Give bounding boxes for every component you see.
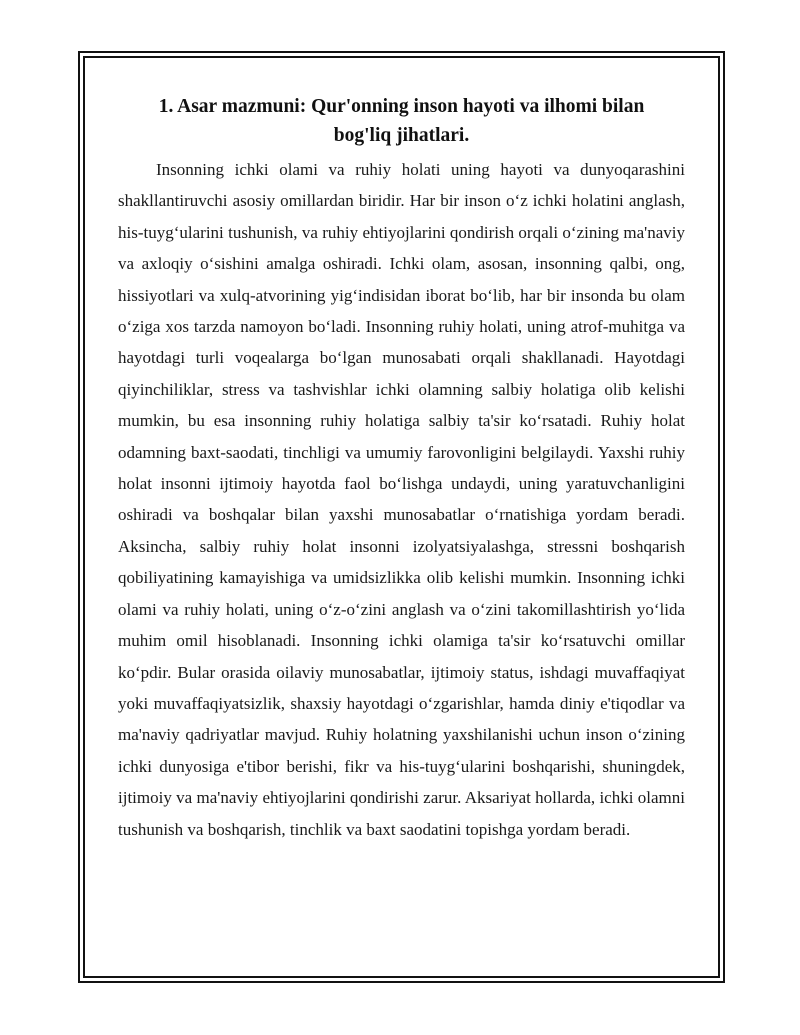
document-body (118, 92, 685, 845)
body-paragraph: Insonning ichki olami va ruhiy holati uning hayoti va dunyoqarashini shakllantiruvchi asosiy omillardan biridir. Har bir inson o‘z ichki holatini anglash, his-tuyg‘ularini tushunish, va ruhiy ehtiyojlarini qondirish orqali o‘zining ma'naviy va axloqiy o‘sishini amalga oshiradi. Ichki olam, asosan, insonning qalbi, ong, hissiyotlari va xulq-atvorining yig‘indisidan iborat bo‘lib, har bir insonda bu olam o‘ziga xos tarzda namoyon bo‘ladi. Insonning ruhiy holati, uning atrof-muhitga va hayotdagi turli voqealarga bo‘lgan munosabati orqali shakllanadi. Hayotdagi qiyinchiliklar, stress va tashvishlar ichki olamning salbiy holatiga olib kelishi mumkin, bu esa insonning ruhiy holatiga salbiy ta'sir ko‘rsatadi. Ruhiy holat odamning baxt-saodati, tinchligi va umumiy farovonligini belgilaydi. Yaxshi ruhiy holat insonni ijtimoiy hayotda faol bo‘lishga undaydi, uning yaratuvchanligini oshiradi va boshqalar bilan yaxshi munosabatlar o‘rnatishiga yordam beradi. Aksincha, salbiy ruhiy holat insonni izolyatsiyalashga, stressni boshqarish qobiliyatining kamayishiga va umidsizlikka olib kelishi mumkin. Insonning ichki olami va ruhiy holati, uning o‘z-o‘zini anglash va o‘zini takomillashtirish yo‘lida muhim omil hisoblanadi. Insonning ichki olamiga ta'sir ko‘rsatuvchi omillar ko‘pdir. Bular orasida oilaviy munosabatlar, ijtimoiy status, ishdagi muvaffaqiyat yoki muvaffaqiyatsizlik, shaxsiy hayotdagi o‘zgarishlar, hamda diniy e'tiqodlar va ma'naviy qadriyatlar mavjud. Ruhiy holatning yaxshilanishi uchun inson o‘zining ichki dunyosiga e'tibor berishi, fikr va his-tuyg‘ularini boshqarishi, shuningdek, ijtimoiy va ma'naviy ehtiyojlarini qondirishi zarur. Aksariyat hollarda, ichki olamni tushunish va boshqarish, tinchlik va baxt saodatini topishga yordam beradi. (118, 160, 685, 839)
section-heading: 1. Asar mazmuni: Qur'onning inson hayoti va ilhomi bilan bog'liq jihatlari. (158, 96, 645, 146)
